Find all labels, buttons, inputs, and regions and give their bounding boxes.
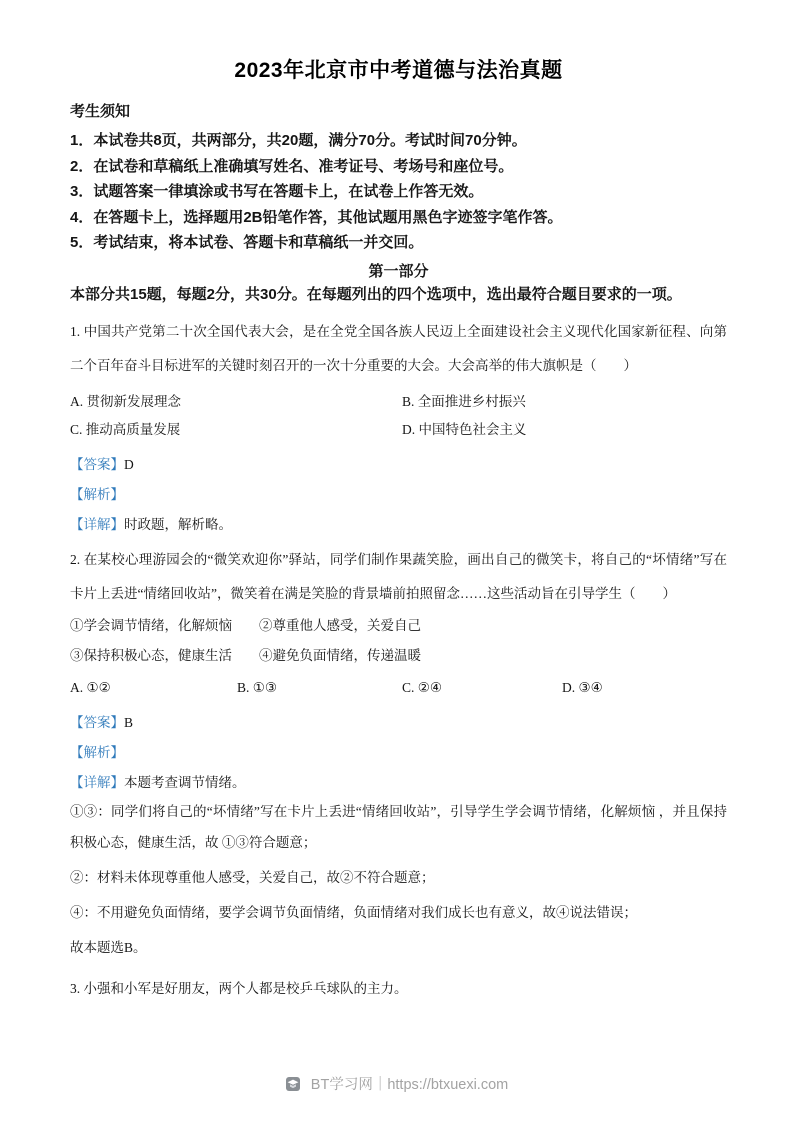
question-1-option-a: A. 贯彻新发展理念 bbox=[70, 393, 181, 409]
question-2-statements-2: ③保持积极心态，健康生活 ④避免负面情绪，传递温暖 bbox=[70, 647, 421, 663]
question-1-detail-row bbox=[70, 516, 727, 534]
question-1-answer-value: D bbox=[124, 456, 134, 472]
btxuexi-logo-icon bbox=[285, 1076, 301, 1096]
part1-heading: 第一部分 bbox=[368, 262, 429, 280]
question-2 bbox=[70, 543, 727, 963]
question-2-detail-row bbox=[70, 774, 727, 792]
question-2-stem: 2. 在某校心理游园会的“微笑欢迎你”驿站，同学们制作果蔬笑脸，画出自己的微笑卡，将自己的“坏情绪”写在卡片上丢进“情绪回收站”，微笑着在满是笑脸的背景墙前拍照留念……这些活动旨在引导学生（ ） bbox=[70, 551, 727, 601]
question-1-detail-text: 时政题，解析略。 bbox=[124, 516, 232, 532]
notice-item-4: 4．在答题卡上，选择题用2B铅笔作答，其他试题用黑色字迹签字笔作答。 bbox=[70, 208, 563, 226]
question-1-options bbox=[70, 388, 727, 444]
question-1-answer-row bbox=[70, 456, 727, 474]
question-2-option-d: D. ③④ bbox=[562, 679, 603, 695]
footer-text: BT学习网｜https://btxuexi.com bbox=[310, 1077, 509, 1093]
question-3-stem: 3. 小强和小军是好朋友，两个人都是校乒乓球队的主力。 bbox=[70, 980, 408, 996]
footer-watermark bbox=[0, 1073, 793, 1096]
notice-item-5: 5．考试结束，将本试卷、答题卡和草稿纸一并交回。 bbox=[70, 234, 424, 251]
question-1-option-c: C. 推动高质量发展 bbox=[70, 421, 181, 437]
question-2-answer-row bbox=[70, 714, 727, 732]
question-2-statements-1: ①学会调节情绪，化解烦恼 ②尊重他人感受，关爱自己 bbox=[70, 617, 421, 633]
notice-section bbox=[70, 100, 727, 256]
question-2-explanation-1: ①③：同学们将自己的“坏情绪”写在卡片上丢进“情绪回收站”，引导学生学会调节情绪，化解烦恼 ，并且保持积极心态，健康生活，故 ①③符合题意； bbox=[70, 803, 727, 850]
question-2-option-c: C. ②④ bbox=[402, 679, 442, 695]
page-title: 2023年北京市中考道德与法治真题 bbox=[234, 59, 563, 82]
question-2-detail-text: 本题考查调节情绪。 bbox=[124, 774, 246, 790]
question-2-option-a: A. ①② bbox=[70, 679, 111, 695]
question-3 bbox=[70, 972, 727, 1006]
notice-item-1: 1．本试卷共8页，共两部分，共20题，满分70分。考试时间70分钟。 bbox=[70, 132, 527, 149]
question-2-explanation-2: ②：材料未体现尊重他人感受，关爱自己，故②不符合题意； bbox=[70, 869, 435, 885]
question-1 bbox=[70, 315, 727, 534]
question-1-option-d: D. 中国特色社会主义 bbox=[402, 421, 527, 437]
question-1-analysis-label: 【解析】 bbox=[70, 486, 124, 502]
part1-intro: 本部分共15题，每题2分，共30分。在每题列出的四个选项中，选出最符合题目要求的一项。 bbox=[70, 285, 682, 303]
notice-heading: 考生须知 bbox=[70, 103, 131, 120]
question-2-options bbox=[70, 674, 727, 702]
question-2-conclusion: 故本题选B。 bbox=[70, 939, 147, 955]
question-1-stem: 1. 中国共产党第二十次全国代表大会，是在全党全国各族人民迈上全面建设社会主义现代化国家新征程、向第二个百年奋斗目标进军的关键时刻召开的一次十分重要的大会。大会高举的伟大旗帜是（ ） bbox=[70, 323, 727, 373]
question-2-analysis-label: 【解析】 bbox=[70, 744, 124, 760]
question-2-explanation-3: ④：不用避免负面情绪，要学会调节负面情绪，负面情绪对我们成长也有意义，故④说法错误； bbox=[70, 904, 637, 920]
question-1-answer-label: 【答案】 bbox=[70, 456, 124, 472]
question-2-answer-label: 【答案】 bbox=[70, 714, 124, 730]
notice-item-3: 3．试题答案一律填涂或书写在答题卡上，在试卷上作答无效。 bbox=[70, 183, 484, 200]
notice-item-2: 2．在试卷和草稿纸上准确填写姓名、准考证号、考场号和座位号。 bbox=[70, 157, 514, 175]
question-2-option-b: B. ①③ bbox=[237, 679, 277, 695]
question-1-detail-label: 【详解】 bbox=[70, 516, 124, 532]
question-2-answer-value: B bbox=[124, 714, 134, 730]
question-1-option-b: B. 全面推进乡村振兴 bbox=[402, 393, 526, 409]
question-2-detail-label: 【详解】 bbox=[70, 774, 124, 790]
